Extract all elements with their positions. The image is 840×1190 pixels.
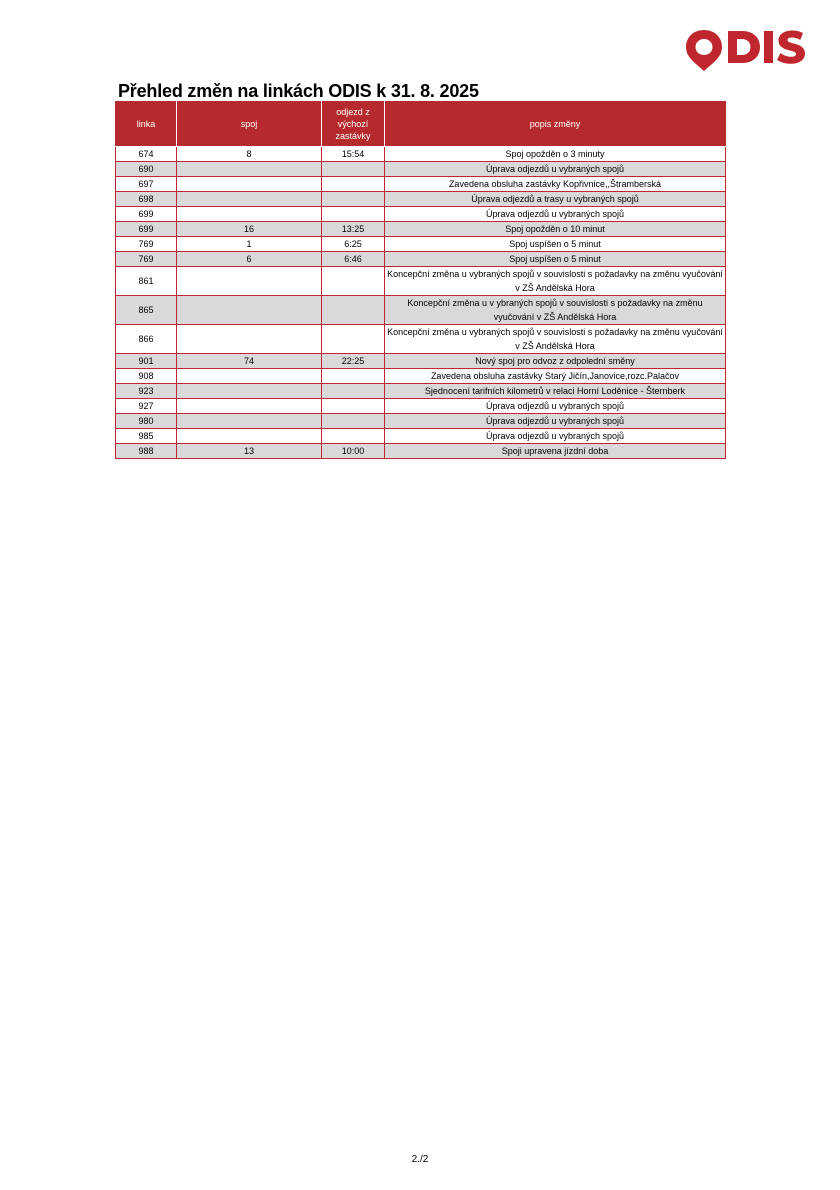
cell-linka: 769 xyxy=(116,237,177,252)
cell-linka: 769 xyxy=(116,252,177,267)
cell-odjezd xyxy=(322,177,385,192)
table-row xyxy=(116,237,726,252)
header-popis: popis změny xyxy=(385,102,726,147)
cell-odjezd xyxy=(322,192,385,207)
cell-linka: 698 xyxy=(116,192,177,207)
cell-odjezd: 22:25 xyxy=(322,354,385,369)
page-number: 2./2 xyxy=(411,1154,429,1165)
cell-linka: 697 xyxy=(116,177,177,192)
cell-spoj xyxy=(177,325,322,354)
table-row xyxy=(116,296,726,325)
table-row xyxy=(116,207,726,222)
cell-popis: Koncepční změna u vybraných spojů v souvislosti s požadavky na změnu vyučování v ZŠ Andělská Hora xyxy=(385,325,726,354)
cell-spoj xyxy=(177,207,322,222)
cell-popis: Sjednocení tarifních kilometrů v relaci Horní Loděnice - Šternberk xyxy=(385,384,726,399)
cell-linka: 985 xyxy=(116,429,177,444)
cell-spoj xyxy=(177,429,322,444)
cell-odjezd xyxy=(322,414,385,429)
cell-odjezd xyxy=(322,296,385,325)
cell-spoj xyxy=(177,399,322,414)
table-header-row xyxy=(116,102,726,147)
table-row xyxy=(116,147,726,162)
cell-popis: Nový spoj pro odvoz z odpolední směny xyxy=(385,354,726,369)
cell-spoj xyxy=(177,384,322,399)
table-row xyxy=(116,177,726,192)
cell-linka: 866 xyxy=(116,325,177,354)
cell-popis: Spoj opožděn o 3 minuty xyxy=(385,147,726,162)
cell-popis: Úprava odjezdů a trasy u vybraných spojů xyxy=(385,192,726,207)
cell-odjezd xyxy=(322,325,385,354)
table-row xyxy=(116,162,726,177)
cell-spoj xyxy=(177,177,322,192)
cell-linka: 861 xyxy=(116,267,177,296)
cell-popis: Zavedena obsluha zastávky Kopřivnice,,Štramberská xyxy=(385,177,726,192)
cell-spoj xyxy=(177,414,322,429)
table-row xyxy=(116,369,726,384)
table-row xyxy=(116,354,726,369)
cell-linka: 988 xyxy=(116,444,177,459)
cell-popis: Spoj uspíšen o 5 minut xyxy=(385,252,726,267)
cell-linka: 927 xyxy=(116,399,177,414)
cell-odjezd: 6:46 xyxy=(322,252,385,267)
table-row xyxy=(116,414,726,429)
cell-linka: 980 xyxy=(116,414,177,429)
cell-spoj: 13 xyxy=(177,444,322,459)
header-odjezd: odjezd z výchozí zastávky xyxy=(322,102,385,147)
cell-linka: 901 xyxy=(116,354,177,369)
cell-popis: Úprava odjezdů u vybraných spojů xyxy=(385,162,726,177)
odis-logo xyxy=(684,28,820,72)
cell-odjezd xyxy=(322,267,385,296)
table-row xyxy=(116,399,726,414)
table-row xyxy=(116,222,726,237)
cell-spoj xyxy=(177,267,322,296)
table-row xyxy=(116,384,726,399)
cell-spoj: 1 xyxy=(177,237,322,252)
cell-odjezd xyxy=(322,399,385,414)
cell-spoj: 6 xyxy=(177,252,322,267)
cell-spoj xyxy=(177,162,322,177)
cell-spoj xyxy=(177,296,322,325)
cell-linka: 690 xyxy=(116,162,177,177)
cell-popis: Spoj opožděn o 10 minut xyxy=(385,222,726,237)
table-row xyxy=(116,252,726,267)
cell-popis: Úprava odjezdů u vybraných spojů xyxy=(385,429,726,444)
cell-spoj: 16 xyxy=(177,222,322,237)
table-row xyxy=(116,325,726,354)
table-body xyxy=(116,147,726,459)
cell-odjezd xyxy=(322,384,385,399)
cell-odjezd xyxy=(322,429,385,444)
header-spoj: spoj xyxy=(177,102,322,147)
table-row xyxy=(116,444,726,459)
cell-linka: 923 xyxy=(116,384,177,399)
cell-odjezd: 13:25 xyxy=(322,222,385,237)
cell-popis: Úprava odjezdů u vybraných spojů xyxy=(385,414,726,429)
cell-popis: Úprava odjezdů u vybraných spojů xyxy=(385,399,726,414)
cell-linka: 865 xyxy=(116,296,177,325)
page-title: Přehled změn na linkách ODIS k 31. 8. 2025 xyxy=(118,81,479,101)
cell-popis: Zavedena obsluha zastávky Starý Jičín,Janovice,rozc.Palačov xyxy=(385,369,726,384)
cell-odjezd xyxy=(322,207,385,222)
header-linka: linka xyxy=(116,102,177,147)
cell-odjezd xyxy=(322,369,385,384)
changes-table xyxy=(115,101,726,459)
cell-popis: Úprava odjezdů u vybraných spojů xyxy=(385,207,726,222)
cell-spoj xyxy=(177,192,322,207)
cell-linka: 908 xyxy=(116,369,177,384)
cell-popis: Spoji upravena jízdní doba xyxy=(385,444,726,459)
cell-spoj: 74 xyxy=(177,354,322,369)
table-row xyxy=(116,192,726,207)
table-row xyxy=(116,267,726,296)
cell-odjezd: 15:54 xyxy=(322,147,385,162)
table-row xyxy=(116,429,726,444)
cell-popis: Spoj uspíšen o 5 minut xyxy=(385,237,726,252)
cell-popis: Koncepční změna u v ybraných spojů v souvislosti s požadavky na změnu vyučování v ZŠ Andělská Hora xyxy=(385,296,726,325)
cell-popis: Koncepční změna u vybraných spojů v souvislosti s požadavky na změnu vyučování v ZŠ Andělská Hora xyxy=(385,267,726,296)
cell-spoj: 8 xyxy=(177,147,322,162)
cell-linka: 699 xyxy=(116,222,177,237)
cell-linka: 674 xyxy=(116,147,177,162)
cell-odjezd: 10:00 xyxy=(322,444,385,459)
cell-linka: 699 xyxy=(116,207,177,222)
cell-odjezd: 6:25 xyxy=(322,237,385,252)
cell-odjezd xyxy=(322,162,385,177)
cell-spoj xyxy=(177,369,322,384)
